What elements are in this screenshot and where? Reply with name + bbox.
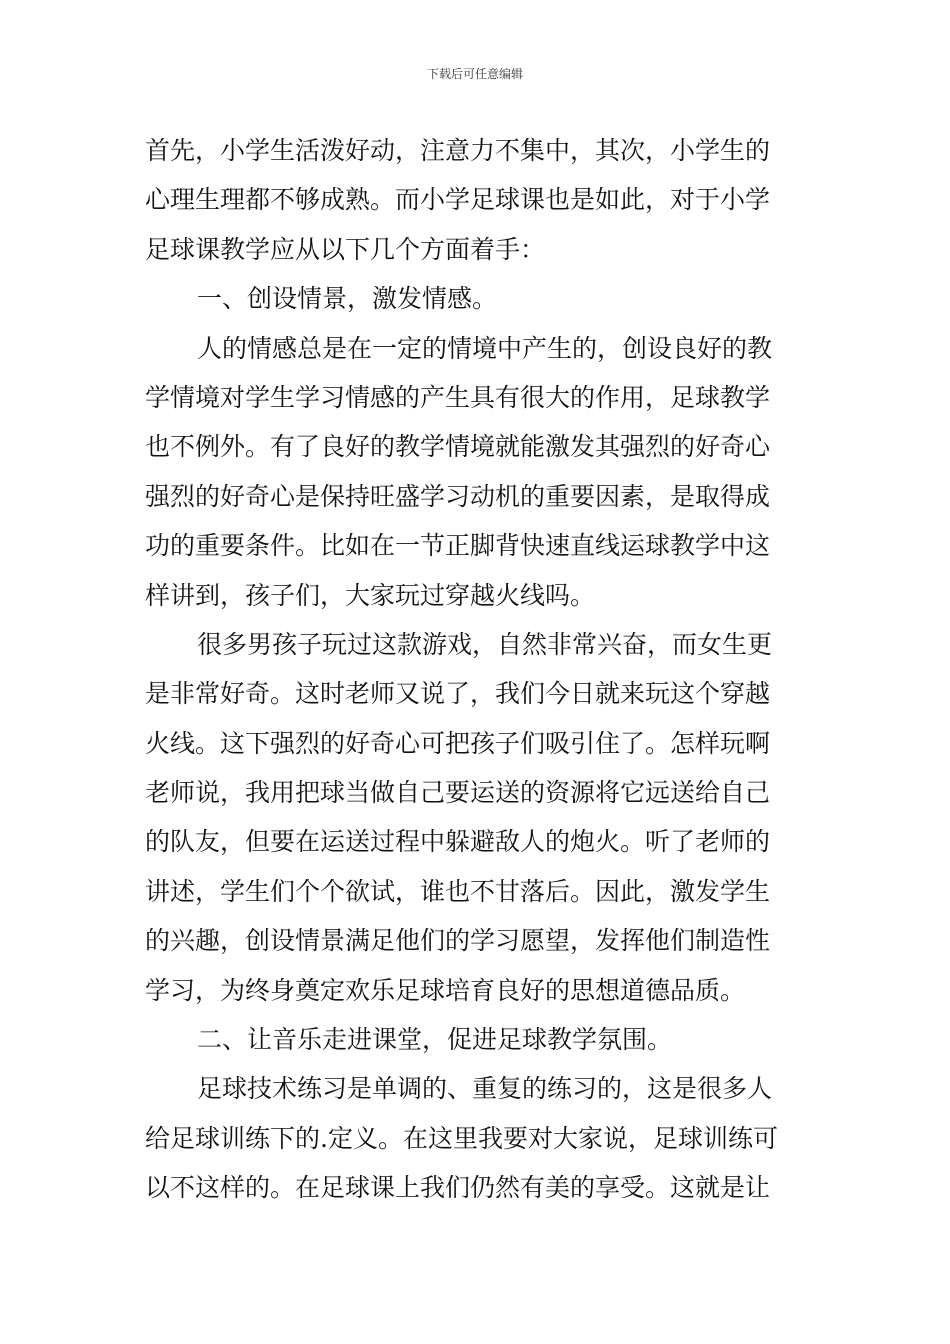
page-header-note: 下载后可任意编辑	[426, 67, 523, 81]
text-line: 很多男孩子玩过这款游戏，自然非常兴奋，而女生更	[197, 629, 773, 659]
text-line: 强烈的好奇心是保持旺盛学习动机的重要因素，是取得成	[145, 481, 771, 511]
text-line: 的队友，但要在运送过程中躲避敌人的炮火。听了老师的	[145, 827, 771, 857]
text-line: 讲述，学生们个个欲试，谁也不甘落后。因此，激发学生	[145, 876, 771, 906]
text-line: 给足球训练下的.定义。在这里我要对大家说，足球训练可	[145, 1123, 778, 1153]
text-line: 以不这样的。在足球课上我们仍然有美的享受。这就是让	[145, 1173, 771, 1203]
text-line: 的兴趣，创设情景满足他们的学习愿望，发挥他们制造性	[145, 926, 771, 956]
section-heading: 一、创设情景，激发情感。	[197, 284, 498, 314]
text-line: 首先，小学生活泼好动，注意力不集中，其次，小学生的	[145, 136, 771, 165]
text-line: 人的情感总是在一定的情境中产生的，创设良好的教	[197, 333, 773, 363]
text-line: 样讲到，孩子们，大家玩过穿越火线吗。	[145, 580, 596, 610]
section-heading: 二、让音乐走进课堂，促进足球教学氛围。	[197, 1025, 673, 1055]
text-line: 也不例外。有了良好的教学情境就能激发其强烈的好奇心	[145, 432, 771, 462]
text-line: 学习，为终身奠定欢乐足球培育良好的思想道德品质。	[145, 975, 746, 1005]
text-line: 学情境对学生学习情感的产生具有很大的作用，足球教学	[145, 382, 771, 412]
text-line: 足球课教学应从以下几个方面着手：	[145, 234, 546, 264]
text-line: 足球技术练习是单调的、重复的练习的，这是很多人	[197, 1074, 773, 1104]
text-line: 火线。这下强烈的好奇心可把孩子们吸引住了。怎样玩啊	[145, 728, 771, 758]
text-line: 心理生理都不够成熟。而小学足球课也是如此，对于小学	[145, 185, 771, 215]
text-line: 老师说，我用把球当做自己要运送的资源将它远送给自己	[145, 778, 771, 808]
text-line: 功的重要条件。比如在一节正脚背快速直线运球教学中这	[145, 531, 771, 561]
text-line: 是非常好奇。这时老师又说了，我们今日就来玩这个穿越	[145, 679, 771, 709]
body-text	[145, 126, 807, 1213]
